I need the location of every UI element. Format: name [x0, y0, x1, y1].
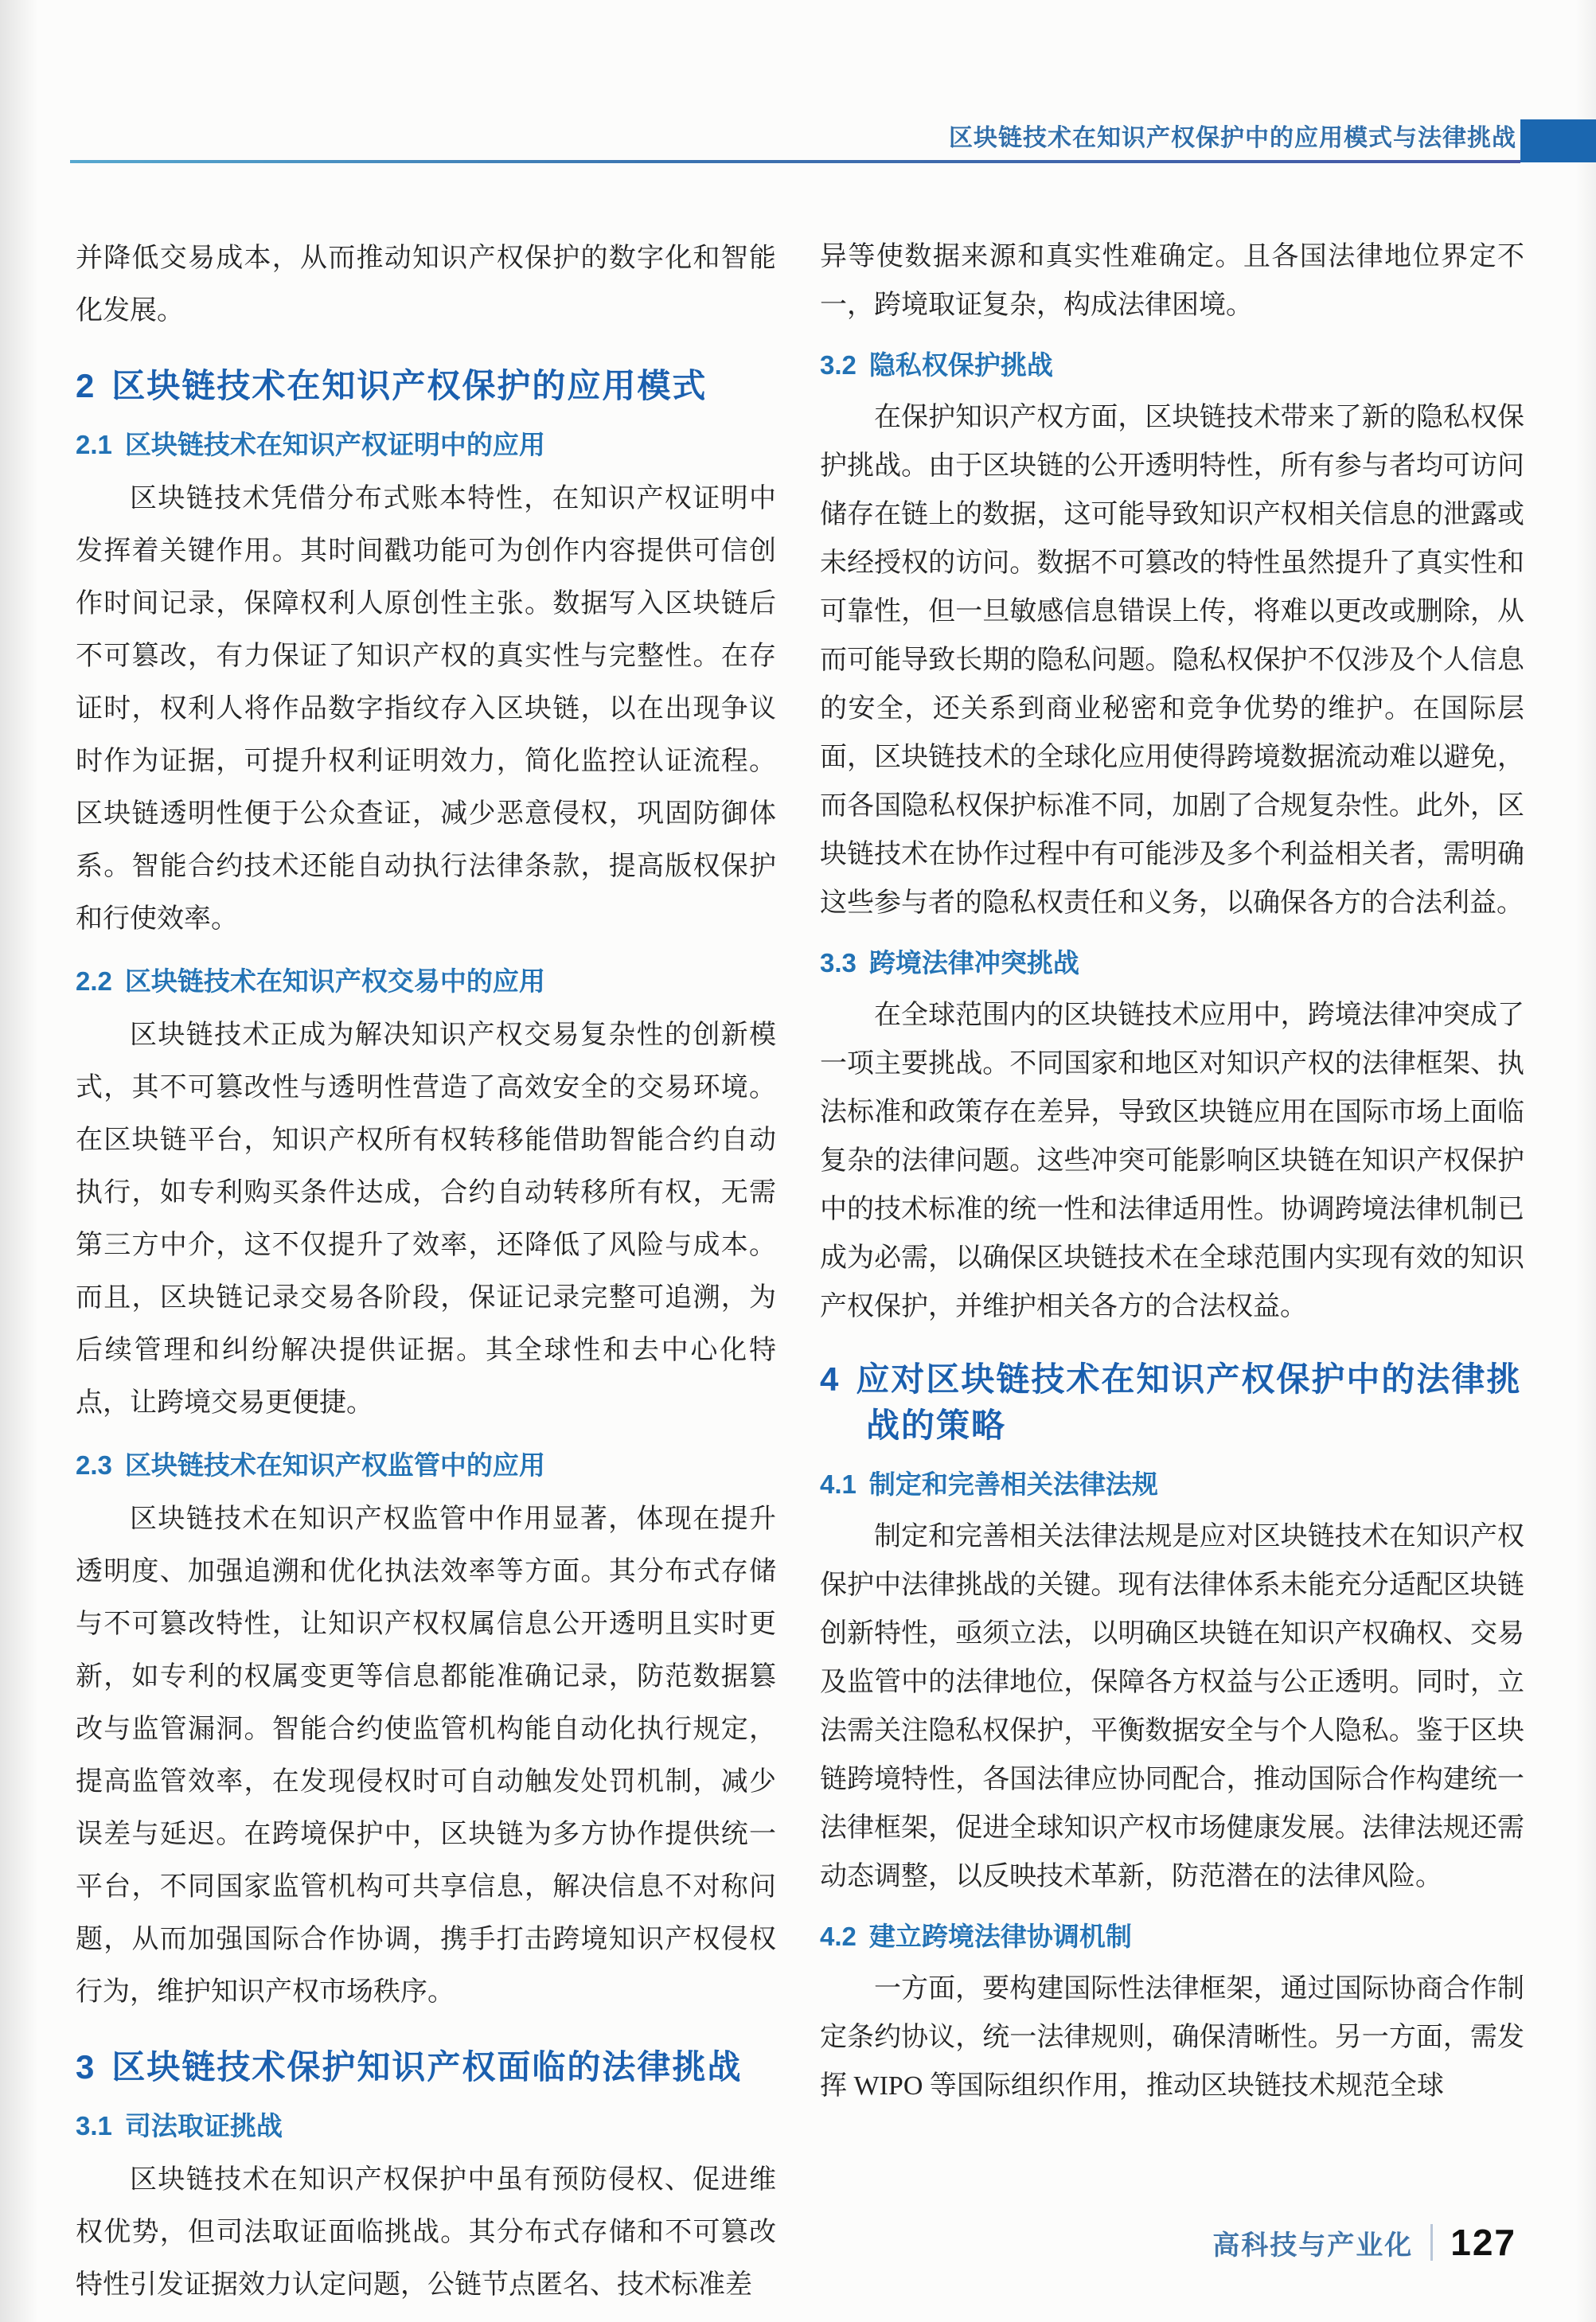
column-left	[76, 232, 776, 2312]
section-4-2-number: 4.2	[820, 1922, 857, 1951]
section-3-2-title: 隐私权保护挑战	[868, 350, 1053, 380]
section-2-1-number: 2.1	[76, 430, 112, 459]
continued-paragraph-right: 异等使数据来源和真实性难确定。且各国法律地位界定不一，跨境取证复杂，构成法律困境。	[820, 242, 1524, 320]
section-3-title: 区块链技术保护知识产权面临的法律挑战	[111, 2048, 743, 2086]
section-3-1-body: 区块链技术在知识产权保护中虽有预防侵权、促进维权优势，但司法取证面临挑战。其分布式存储和不可篡改特性引发证据效力认定问题，公链节点匿名、技术标准差	[76, 2165, 776, 2300]
running-title: 区块链技术在知识产权保护中的应用模式与法律挑战	[949, 125, 1516, 151]
section-3-1-number: 3.1	[76, 2111, 112, 2141]
section-3-3-number: 3.3	[820, 948, 857, 978]
section-3-2-body: 在保护知识产权方面，区块链技术带来了新的隐私权保护挑战。由于区块链的公开透明特性，所有参与者均可访问储存在链上的数据，这可能导致知识产权相关信息的泄露或未经授权的访问。数据不可篡改的特性虽然提升了真实性和可靠性，但一旦敏感信息错误上传，将难以更改或删除，从而可能导致长期的隐私问题。隐私权保护不仅涉及个人信息的安全，还关系到商业秘密和竞争优势的维护。在国际层面，区块链技术的全球化应用使得跨境数据流动难以避免，而各国隐私权保护标准不同，加剧了合规复杂性。此外，区块链技术在协作过程中有可能涉及多个利益相关者，需明确这些参与者的隐私权责任和义务，以确保各方的合法利益。	[820, 403, 1524, 918]
continued-paragraph: 并降低交易成本，从而推动知识产权保护的数字化和智能化发展。	[76, 244, 776, 326]
section-2-heading	[76, 363, 776, 409]
section-2-1-body: 区块链技术凭借分布式账本特性，在知识产权证明中发挥着关键作用。其时间戳功能可为创作内容提供可信创作时间记录，保障权利人原创性主张。数据写入区块链后不可篡改，有力保证了知识产权的真实性与完整性。在存证时，权利人将作品数字指纹存入区块链，以在出现争议时作为证据，可提升权利证明效力，简化监控认证流程。区块链透明性便于公众查证，减少恶意侵权，巩固防御体系。智能合约技术还能自动执行法律条款，提高版权保护和行使效率。	[76, 484, 776, 934]
footer-journal-name: 高科技与产业化	[1212, 2230, 1414, 2261]
section-3-1-title: 司法取证挑战	[124, 2111, 283, 2141]
section-4-title: 应对区块链技术在知识产权保护中的法律挑战的策略	[856, 1360, 1522, 1444]
page-footer	[1212, 2221, 1516, 2264]
section-3-3-title: 跨境法律冲突挑战	[868, 948, 1079, 978]
section-2-2-title: 区块链技术在知识产权交易中的应用	[124, 966, 545, 996]
page-left-edge-shadow	[0, 0, 38, 2322]
section-4-1-body: 制定和完善相关法律法规是应对区块链技术在知识产权保护中法律挑战的关键。现有法律体系未能充分适配区块链创新特性，亟须立法，以明确区块链在知识产权确权、交易及监管中的法律地位，保障各方权益与公正透明。同时，立法需关注隐私权保护，平衡数据安全与个人隐私。鉴于区块链跨境特性，各国法律应协同配合，推动国际合作构建统一法律框架，促进全球知识产权市场健康发展。法律法规还需动态调整，以反映技术革新，防范潜在的法律风险。	[820, 1522, 1524, 1891]
section-4-2-title: 建立跨境法律协调机制	[868, 1922, 1132, 1951]
section-4-heading	[820, 1356, 1524, 1449]
section-3-2-number: 3.2	[820, 350, 857, 380]
section-4-2-heading	[820, 1918, 1524, 1955]
section-4-1-title: 制定和完善相关法律法规	[868, 1469, 1158, 1499]
section-2-2-number: 2.2	[76, 966, 112, 996]
header-accent-block	[1520, 119, 1596, 162]
section-2-title: 区块链技术在知识产权保护的应用模式	[111, 367, 708, 404]
section-2-1-heading	[76, 427, 776, 463]
section-2-1-title: 区块链技术在知识产权证明中的应用	[124, 430, 545, 459]
section-2-3-heading	[76, 1447, 776, 1484]
section-2-3-number: 2.3	[76, 1450, 112, 1480]
footer-separator	[1430, 2224, 1433, 2261]
section-3-2-heading	[820, 347, 1524, 384]
section-2-2-heading	[76, 963, 776, 1000]
section-2-2-body: 区块链技术正成为解决知识产权交易复杂性的创新模式，其不可篡改性与透明性营造了高效安全的交易环境。在区块链平台，知识产权所有权转移能借助智能合约自动执行，如专利购买条件达成，合约自动转移所有权，无需第三方中介，这不仅提升了效率，还降低了风险与成本。而且，区块链记录交易各阶段，保证记录完整可追溯，为后续管理和纠纷解决提供证据。其全球性和去中心化特点，让跨境交易更便捷。	[76, 1021, 776, 1418]
section-3-number: 3	[76, 2048, 96, 2086]
page-right-edge-shadow	[1575, 0, 1596, 2322]
section-3-3-heading	[820, 945, 1524, 981]
section-3-heading	[76, 2044, 776, 2090]
section-3-3-body: 在全球范围内的区块链技术应用中，跨境法律冲突成了一项主要挑战。不同国家和地区对知识产权的法律框架、执法标准和政策存在差异，导致区块链应用在国际市场上面临复杂的法律问题。这些冲突可能影响区块链在知识产权保护中的技术标准的统一性和法律适用性。协调跨境法律机制已成为必需，以确保区块链技术在全球范围内实现有效的知识产权保护，并维护相关各方的合法权益。	[820, 1001, 1524, 1321]
header-rule	[70, 160, 1520, 163]
section-4-2-body: 一方面，要构建国际性法律框架，通过国际协商合作制定条约协议，统一法律规则，确保清晰性。另一方面，需发挥 WIPO 等国际组织作用，推动区块链技术规范全球	[820, 1974, 1524, 2101]
section-3-1-heading	[76, 2108, 776, 2144]
section-2-3-title: 区块链技术在知识产权监管中的应用	[124, 1450, 545, 1480]
section-2-3-body: 区块链技术在知识产权监管中作用显著，体现在提升透明度、加强追溯和优化执法效率等方面。其分布式存储与不可篡改特性，让知识产权权属信息公开透明且实时更新，如专利的权属变更等信息都能准确记录，防范数据篡改与监管漏洞。智能合约使监管机构能自动化执行规定，提高监管效率，在发现侵权时可自动触发处罚机制，减少误差与延迟。在跨境保护中，区块链为多方协作提供统一平台，不同国家监管机构可共享信息，解决信息不对称问题，从而加强国际合作协调，携手打击跨境知识产权侵权行为，维护知识产权市场秩序。	[76, 1504, 776, 2007]
section-4-1-number: 4.1	[820, 1469, 857, 1499]
section-2-number: 2	[76, 367, 96, 404]
column-right	[820, 232, 1524, 2110]
section-4-number: 4	[820, 1360, 841, 1398]
section-4-1-heading	[820, 1466, 1524, 1503]
footer-page-number: 127	[1450, 2222, 1516, 2263]
